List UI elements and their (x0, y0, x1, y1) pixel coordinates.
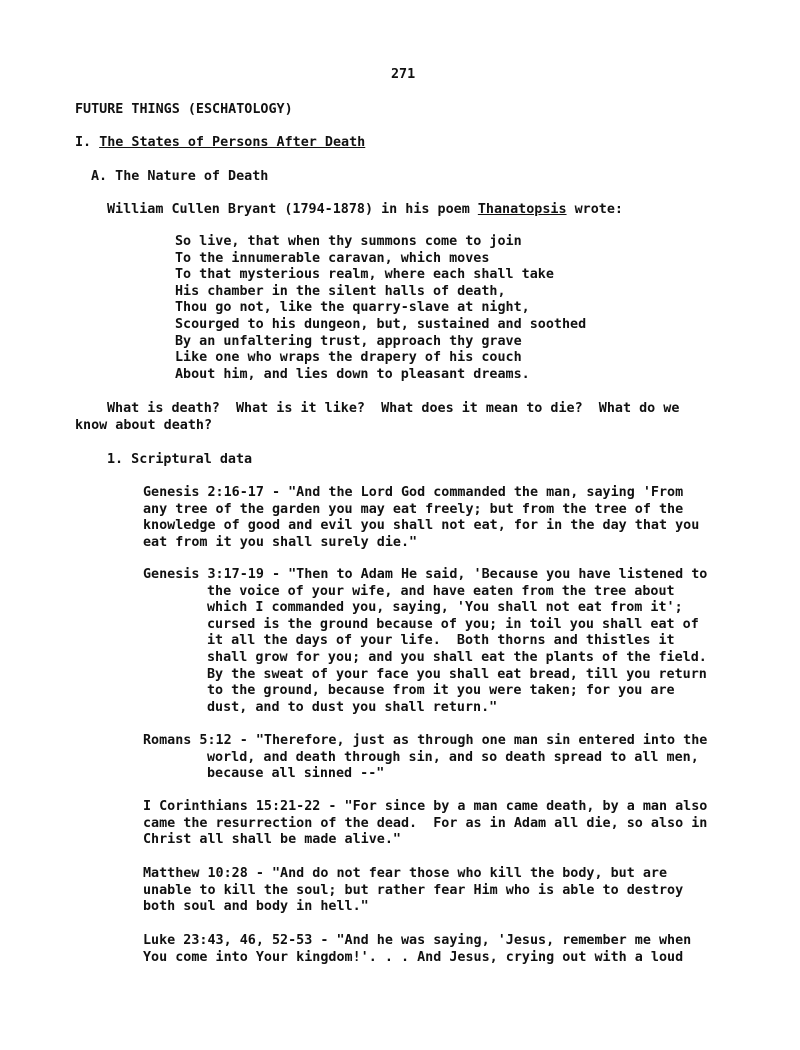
ref-line: both soul and body in hell." (143, 899, 369, 914)
subsection-heading: A. The Nature of Death (91, 169, 269, 184)
paragraph-line: know about death? (75, 418, 213, 433)
ref-line: Genesis 2:16-17 - "And the Lord God commanded the man, saying 'From (143, 485, 684, 500)
ref-line: knowledge of good and evil you shall not eat, for in the day that you (143, 518, 700, 533)
poem-title: Thanatopsis (477, 202, 567, 217)
ref-line: You come into Your kingdom!'. . . And Jesus, crying out with a loud (143, 950, 684, 965)
poem-line: Like one who wraps the drapery of his couch (175, 350, 522, 365)
section-number: I. (75, 135, 92, 150)
ref-line: cursed is the ground because of you; in toil you shall eat of (207, 617, 699, 632)
ref-line: I Corinthians 15:21-22 - "For since by a man came death, by a man also (143, 799, 708, 814)
ref-line: because all sinned --" (207, 766, 385, 781)
ref-line: which I commanded you, saying, 'You shall not eat from it'; (207, 600, 683, 615)
ref-line: any tree of the garden you may eat freely; but from the tree of the (143, 502, 684, 517)
intro-line (107, 202, 623, 219)
poem-line: Scourged to his dungeon, but, sustained and soothed (175, 317, 587, 332)
ref-line: it all the days of your life. Both thorns and thistles it (207, 633, 675, 648)
section-heading (75, 135, 365, 152)
poem-line: So live, that when thy summons come to join (175, 234, 522, 249)
intro-text-end: wrote: (566, 202, 623, 217)
ref-line: world, and death through sin, and so death spread to all men, (207, 750, 699, 765)
ref-line: the voice of your wife, and have eaten from the tree about (207, 584, 675, 599)
poem-line: By an unfaltering trust, approach thy grave (175, 334, 522, 349)
section-title: The States of Persons After Death (99, 135, 366, 150)
page-number: 271 (391, 67, 416, 82)
intro-text: William Cullen Bryant (1794-1878) in his poem (107, 202, 478, 217)
ref-line: shall grow for you; and you shall eat the plants of the field. (207, 650, 707, 665)
ref-line: to the ground, because from it you were taken; for you are (207, 683, 675, 698)
ref-line: unable to kill the soul; but rather fear Him who is able to destroy (143, 883, 684, 898)
chapter-heading: FUTURE THINGS (ESCHATOLOGY) (75, 102, 293, 117)
paragraph-line: What is death? What is it like? What does it mean to die? What do we (107, 401, 680, 416)
ref-line: eat from it you shall surely die." (143, 535, 418, 550)
ref-line: Luke 23:43, 46, 52-53 - "And he was saying, 'Jesus, remember me when (143, 933, 692, 948)
poem-line: To the innumerable caravan, which moves (175, 251, 490, 266)
poem-line: Thou go not, like the quarry-slave at night, (175, 300, 530, 315)
poem-line: To that mysterious realm, where each shall take (175, 267, 554, 282)
poem-line: About him, and lies down to pleasant dreams. (175, 367, 530, 382)
ref-line: Christ all shall be made alive." (143, 832, 401, 847)
poem-line: His chamber in the silent halls of death, (175, 284, 506, 299)
subsection-1-heading: 1. Scriptural data (107, 452, 253, 467)
ref-line: Romans 5:12 - "Therefore, just as through one man sin entered into the (143, 733, 708, 748)
ref-line: came the resurrection of the dead. For as in Adam all die, so also in (143, 816, 708, 831)
ref-line: Genesis 3:17-19 - "Then to Adam He said, 'Because you have listened to (143, 567, 708, 582)
ref-line: By the sweat of your face you shall eat bread, till you return (207, 667, 707, 682)
ref-line: dust, and to dust you shall return." (207, 700, 498, 715)
ref-line: Matthew 10:28 - "And do not fear those who kill the body, but are (143, 866, 668, 881)
